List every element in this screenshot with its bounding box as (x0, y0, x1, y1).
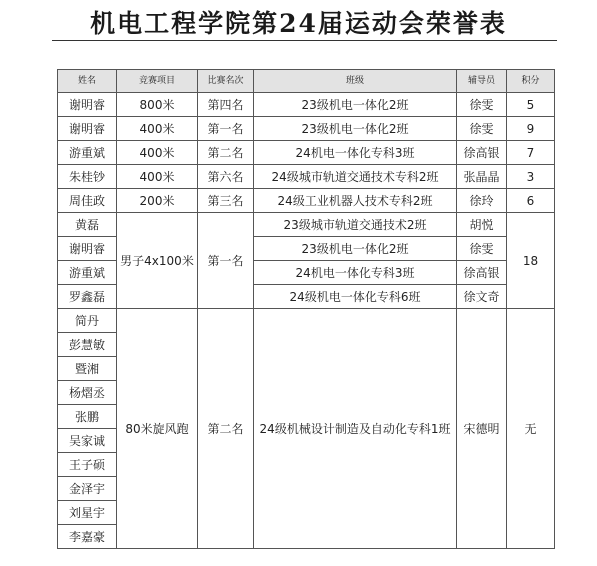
relay-member-coach: 徐高银 (457, 261, 507, 285)
header-score: 积分 (507, 70, 555, 93)
cell-name: 谢明睿 (58, 93, 117, 117)
table-row (58, 189, 555, 213)
header-event: 竞赛项目 (117, 70, 198, 93)
team-member-name: 暨湘 (58, 357, 117, 381)
team-coach: 宋德明 (457, 309, 507, 549)
relay-member-name: 游重斌 (58, 261, 117, 285)
cell-name: 周佳政 (58, 189, 117, 213)
cell-coach: 徐高银 (457, 141, 507, 165)
team-member-name: 彭慧敏 (58, 333, 117, 357)
page-title: 机电工程学院第24届运动会荣誉表 (90, 9, 507, 38)
header-rank: 比赛名次 (198, 70, 254, 93)
header-name: 姓名 (58, 70, 117, 93)
team-member-name: 刘星宇 (58, 501, 117, 525)
cell-rank: 第六名 (198, 165, 254, 189)
team-member-name: 简丹 (58, 309, 117, 333)
team-event: 80米旋风跑 (117, 309, 198, 549)
cell-class: 24级工业机器人技术专科2班 (254, 189, 457, 213)
header-class: 班级 (254, 70, 457, 93)
relay-rank: 第一名 (198, 213, 254, 309)
relay-member-coach: 徐文奇 (457, 285, 507, 309)
cell-score: 3 (507, 165, 555, 189)
relay-member-class: 23级城市轨道交通技术2班 (254, 213, 457, 237)
cell-class: 23级机电一体化2班 (254, 93, 457, 117)
cell-name: 谢明睿 (58, 117, 117, 141)
cell-event: 400米 (117, 141, 198, 165)
cell-name: 游重斌 (58, 141, 117, 165)
relay-member-name: 谢明睿 (58, 237, 117, 261)
relay-member-coach: 胡悦 (457, 213, 507, 237)
relay-member-class: 24级机电一体化专科6班 (254, 285, 457, 309)
team-member-name: 吴家诚 (58, 429, 117, 453)
relay-member-class: 24机电一体化专科3班 (254, 261, 457, 285)
table-row (58, 141, 555, 165)
relay-event: 男子4x100米 (117, 213, 198, 309)
cell-name: 朱桂钞 (58, 165, 117, 189)
cell-coach: 徐雯 (457, 117, 507, 141)
cell-score: 7 (507, 141, 555, 165)
team-class: 24级机械设计制造及自动化专科1班 (254, 309, 457, 549)
header-row (58, 70, 555, 93)
cell-event: 400米 (117, 117, 198, 141)
cell-event: 400米 (117, 165, 198, 189)
relay-score: 18 (507, 213, 555, 309)
cell-event: 200米 (117, 189, 198, 213)
header-coach: 辅导员 (457, 70, 507, 93)
relay-member-name: 黄磊 (58, 213, 117, 237)
team-rank: 第二名 (198, 309, 254, 549)
cell-coach: 徐雯 (457, 93, 507, 117)
team-member-name: 王子硕 (58, 453, 117, 477)
cell-class: 24机电一体化专科3班 (254, 141, 457, 165)
team-member-name: 杨熠丞 (58, 381, 117, 405)
table-row (58, 93, 555, 117)
team-row (58, 309, 555, 333)
relay-member-class: 23级机电一体化2班 (254, 237, 457, 261)
table-row (58, 117, 555, 141)
cell-class: 24级城市轨道交通技术专科2班 (254, 165, 457, 189)
cell-class: 23级机电一体化2班 (254, 117, 457, 141)
relay-member-name: 罗鑫磊 (58, 285, 117, 309)
cell-rank: 第二名 (198, 141, 254, 165)
cell-rank: 第三名 (198, 189, 254, 213)
cell-score: 5 (507, 93, 555, 117)
team-member-name: 张鹏 (58, 405, 117, 429)
cell-coach: 张晶晶 (457, 165, 507, 189)
cell-score: 9 (507, 117, 555, 141)
cell-score: 6 (507, 189, 555, 213)
cell-rank: 第一名 (198, 117, 254, 141)
honor-table (57, 69, 555, 549)
cell-rank: 第四名 (198, 93, 254, 117)
team-member-name: 李嘉豪 (58, 525, 117, 549)
cell-coach: 徐玲 (457, 189, 507, 213)
team-member-name: 金泽宇 (58, 477, 117, 501)
cell-event: 800米 (117, 93, 198, 117)
relay-row (58, 213, 555, 237)
title-underline (52, 40, 557, 41)
team-score: 无 (507, 309, 555, 549)
relay-member-coach: 徐雯 (457, 237, 507, 261)
table-row (58, 165, 555, 189)
